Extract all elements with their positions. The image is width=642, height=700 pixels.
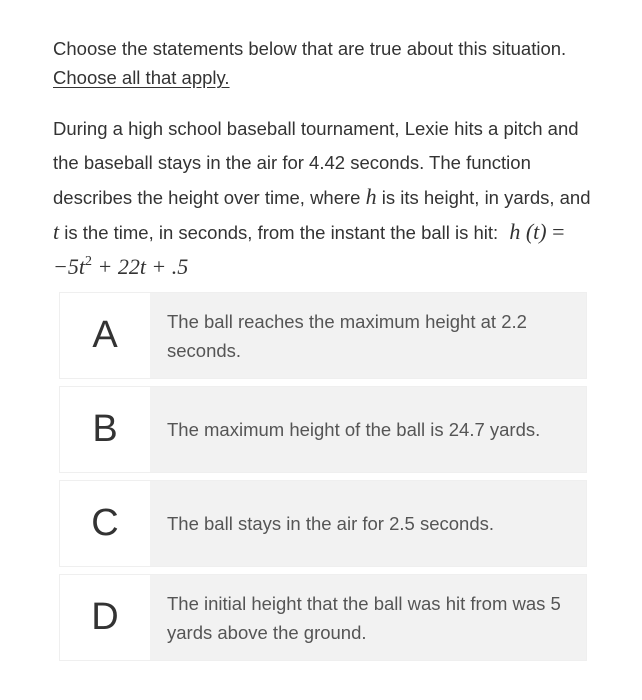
variable-h: h bbox=[365, 184, 377, 209]
equation-fn-name: h bbox=[509, 219, 521, 244]
instructions bbox=[53, 34, 593, 92]
question-text bbox=[53, 112, 593, 285]
choice-text: The ball stays in the air for 2.5 seconds. bbox=[150, 481, 586, 566]
variable-t: t bbox=[53, 219, 60, 244]
question-container bbox=[53, 34, 593, 285]
choice-a[interactable] bbox=[59, 292, 587, 379]
choice-letter: B bbox=[60, 387, 150, 472]
question-part-3: is the time, in seconds, from the instant the ball is hit: bbox=[64, 222, 499, 243]
equation-equals: = bbox=[552, 219, 565, 244]
equation-exponent: 2 bbox=[84, 254, 92, 269]
choice-text: The maximum height of the ball is 24.7 yards. bbox=[150, 387, 586, 472]
equation-term-1: −5t bbox=[53, 254, 85, 279]
choice-b[interactable] bbox=[59, 386, 587, 473]
choice-letter: D bbox=[60, 575, 150, 660]
question-part-1: During a high school baseball tournament, Lexie hits a pitch and the baseball stays in the air for 4.42 seconds. The function describes the height over time, where bbox=[53, 118, 579, 208]
choice-text: The ball reaches the maximum height at 2.2 seconds. bbox=[150, 293, 586, 378]
choice-d[interactable] bbox=[59, 574, 587, 661]
instruction-text: Choose the statements below that are true about this situation. bbox=[53, 38, 567, 59]
question-part-2: is its height, in yards, and bbox=[381, 187, 591, 208]
choice-c[interactable] bbox=[59, 480, 587, 567]
choice-letter: A bbox=[60, 293, 150, 378]
choose-all-link[interactable]: Choose all that apply. bbox=[53, 67, 230, 88]
choice-text: The initial height that the ball was hit from was 5 yards above the ground. bbox=[150, 575, 586, 660]
equation-fn-arg: (t) bbox=[525, 219, 547, 244]
answer-choices bbox=[59, 292, 587, 668]
equation-rest: + 22t + .5 bbox=[97, 254, 189, 279]
choice-letter: C bbox=[60, 481, 150, 566]
